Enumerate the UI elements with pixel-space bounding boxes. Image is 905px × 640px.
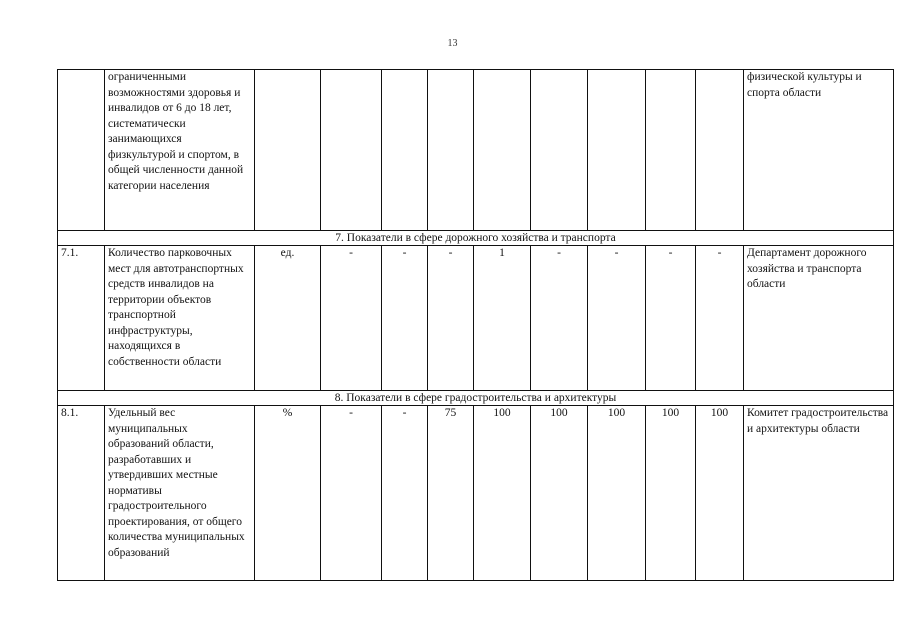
value-cell: - [588, 246, 646, 391]
responsible-body: физической культуры и спорта области [744, 70, 894, 231]
value-cell: - [531, 246, 588, 391]
table-row [58, 406, 894, 581]
value-cell [382, 70, 428, 231]
table-row [58, 70, 894, 231]
row-number: 8.1. [58, 406, 105, 581]
section-title: 7. Показатели в сфере дорожного хозяйства и транспорта [58, 231, 894, 246]
value-cell [531, 70, 588, 231]
value-cell: 100 [588, 406, 646, 581]
value-cell: 100 [474, 406, 531, 581]
value-cell: 100 [646, 406, 696, 581]
responsible-body: Комитет градостроительства и архитектуры области [744, 406, 894, 581]
unit-cell: ед. [255, 246, 321, 391]
value-cell [646, 70, 696, 231]
indicator-name: ограниченными возможностями здоровья и инвалидов от 6 до 18 лет, систематически занимающихся физкультурой и спортом, в общей численности данной категории населения [105, 70, 255, 231]
value-cell [696, 70, 744, 231]
responsible-body: Департамент дорожного хозяйства и транспорта области [744, 246, 894, 391]
value-cell: 100 [531, 406, 588, 581]
value-cell: - [646, 246, 696, 391]
section-header-row [58, 231, 894, 246]
value-cell [321, 70, 382, 231]
indicators-table [57, 69, 894, 581]
value-cell: - [428, 246, 474, 391]
value-cell [588, 70, 646, 231]
value-cell [474, 70, 531, 231]
value-cell: - [696, 246, 744, 391]
indicator-name: Удельный вес муниципальных образований области, разработавших и утвердивших местные нормативы градостроительного проектирования, от общего количества муниципальных образований [105, 406, 255, 581]
value-cell: - [382, 246, 428, 391]
section-header-row [58, 391, 894, 406]
value-cell: 1 [474, 246, 531, 391]
unit-cell [255, 70, 321, 231]
page-number: 13 [447, 38, 458, 49]
value-cell: 75 [428, 406, 474, 581]
value-cell: 100 [696, 406, 744, 581]
table-row [58, 246, 894, 391]
row-number [58, 70, 105, 231]
section-title: 8. Показатели в сфере градостроительства и архитектуры [58, 391, 894, 406]
value-cell: - [321, 246, 382, 391]
value-cell [428, 70, 474, 231]
indicator-name: Количество парковочных мест для автотранспортных средств инвалидов на территории объектов транспортной инфраструктуры, находящихся в собственности области [105, 246, 255, 391]
value-cell: - [321, 406, 382, 581]
row-number: 7.1. [58, 246, 105, 391]
value-cell: - [382, 406, 428, 581]
unit-cell: % [255, 406, 321, 581]
